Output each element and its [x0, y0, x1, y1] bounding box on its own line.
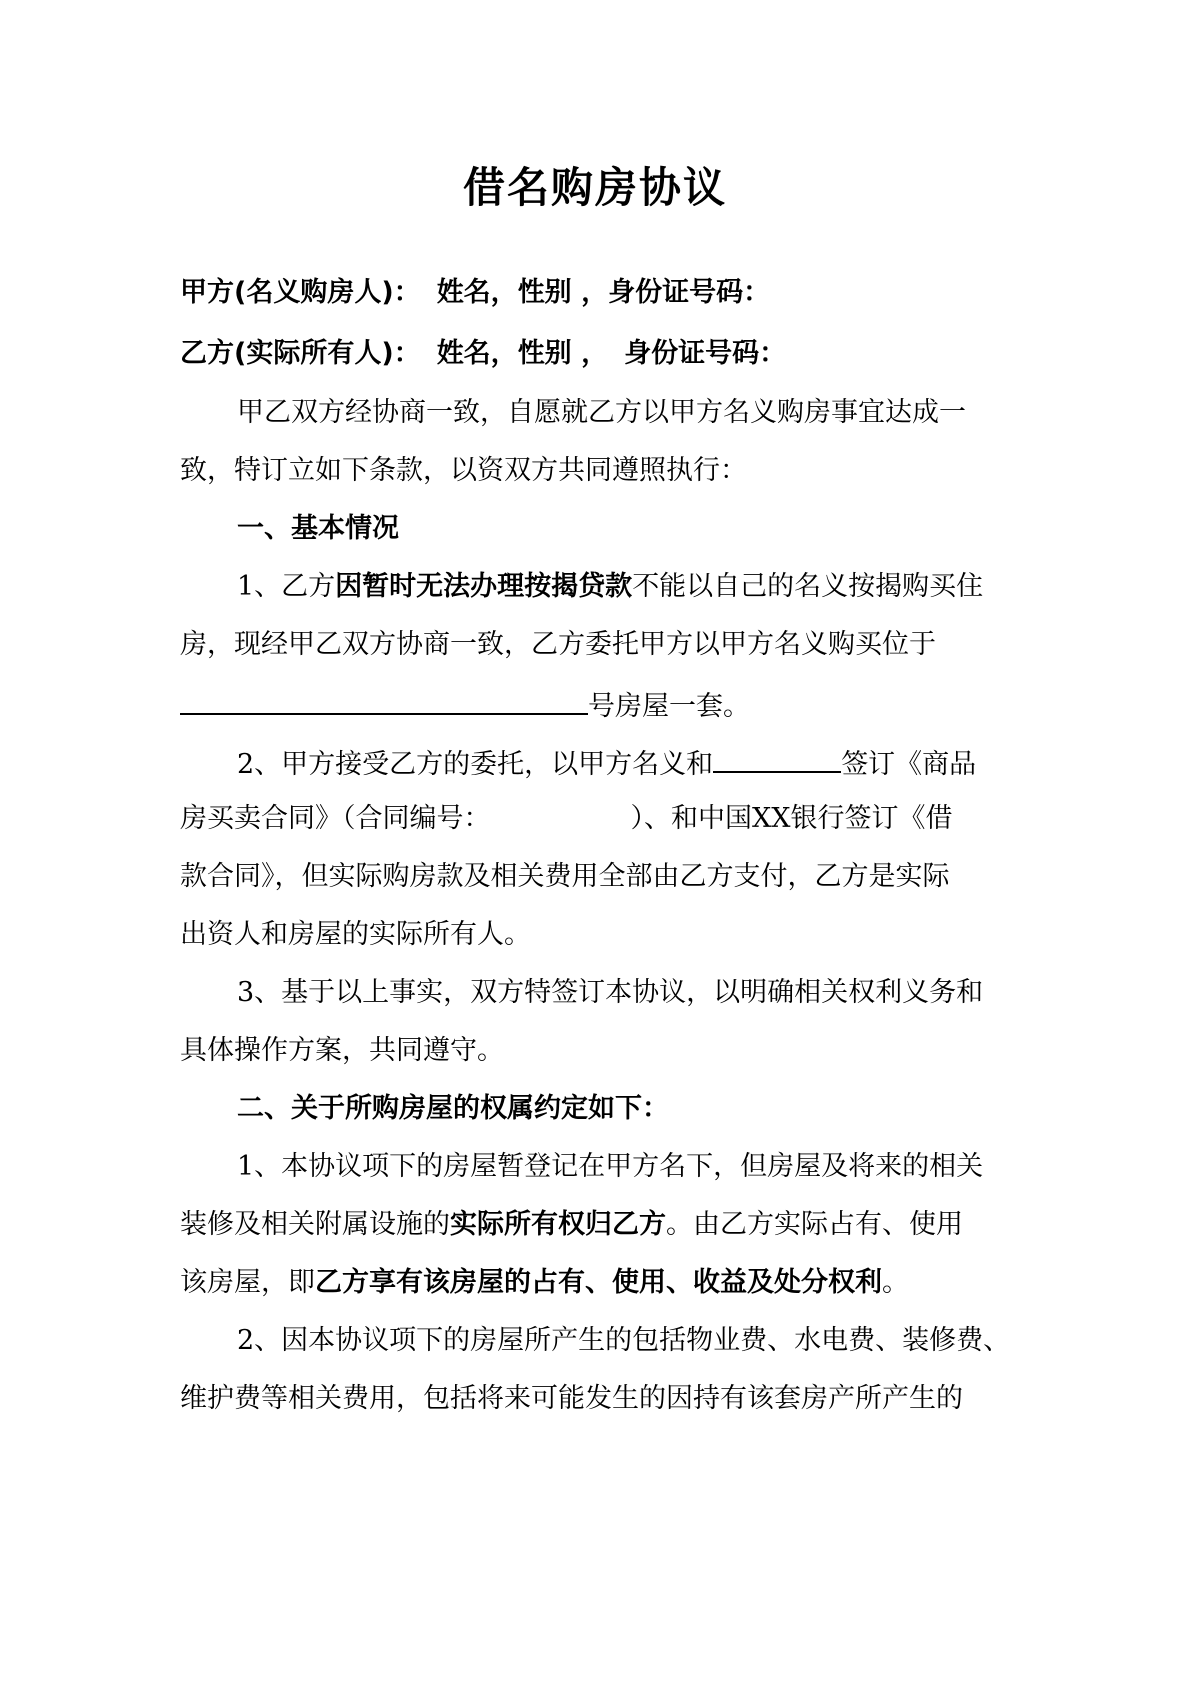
s1-p1-l1-bold: 因暂时无法办理按揭贷款 — [335, 571, 633, 602]
s2-p1-l3-pre: 该房屋，即 — [180, 1267, 315, 1298]
s1-p1-l1-post: 不能以自己的名义按揭购买住 — [632, 571, 984, 602]
party-b-id: 身份证号码： — [624, 338, 787, 369]
party-a-label: 甲方(名义购房人)： — [180, 277, 421, 308]
party-b-name: 姓名， — [436, 338, 518, 369]
document-title: 借名购房协议 — [462, 163, 727, 212]
party-b-line — [180, 334, 786, 374]
intro-line-1: 甲乙双方经协商一致，自愿就乙方以甲方名义购房事宜达成一 — [237, 397, 966, 428]
section-1-heading: 一、基本情况 — [237, 513, 399, 544]
s1-p2-l2-post: ）、和中国XX银行签订《借 — [630, 803, 953, 834]
seller-blank — [713, 741, 841, 773]
s2-p1-l2-pre: 装修及相关附属设施的 — [180, 1209, 450, 1240]
s2-p1-line-2 — [180, 1205, 963, 1245]
s1-p3-line-2: 具体操作方案，共同遵守。 — [180, 1035, 504, 1066]
s1-p1-line-2: 房，现经甲乙双方协商一致，乙方委托甲方以甲方名义购买位于 — [180, 629, 936, 660]
party-a-line — [180, 273, 770, 313]
s1-p2-l2-pre: 房买卖合同》（合同编号： — [180, 803, 491, 834]
s2-p1-l2-post: 。由乙方实际占有、使用 — [666, 1209, 963, 1240]
s2-p1-l3-bold: 乙方享有该房屋的占有、使用、收益及处分权利 — [315, 1267, 882, 1298]
s1-p2-line-3: 款合同》，但实际购房款及相关费用全部由乙方支付，乙方是实际 — [180, 861, 950, 892]
s1-p1-l3-post: 号房屋一套。 — [588, 691, 750, 722]
s1-p3-line-1: 3、基于以上事实，双方特签订本协议，以明确相关权利义务和 — [237, 977, 984, 1008]
s1-p2-line-1 — [237, 741, 976, 785]
s2-p1-line-3 — [180, 1263, 909, 1303]
s2-p1-l3-post: 。 — [882, 1267, 909, 1298]
s2-p2-line-2: 维护费等相关费用，包括将来可能发生的因持有该套房产所产生的 — [180, 1383, 963, 1414]
section-2-heading: 二、关于所购房屋的权属约定如下： — [237, 1093, 669, 1124]
s1-p2-line-2 — [180, 799, 952, 839]
location-blank — [180, 683, 588, 715]
s1-p1-line-1 — [237, 567, 983, 607]
s1-p1-l1-pre: 1、乙方 — [237, 571, 336, 602]
intro-line-2: 致，特订立如下条款，以资双方共同遵照执行： — [180, 455, 747, 486]
s1-p2-l1-pre: 2、甲方接受乙方的委托，以甲方名义和 — [237, 749, 714, 780]
party-a-gender: 性别 ， — [517, 277, 609, 308]
party-a-id: 身份证号码： — [608, 277, 771, 308]
s2-p1-l2-bold: 实际所有权归乙方 — [450, 1209, 666, 1240]
party-b-gender: 性别 ， — [517, 338, 609, 369]
s2-p1-line-1: 1、本协议项下的房屋暂登记在甲方名下，但房屋及将来的相关 — [237, 1151, 984, 1182]
party-b-label: 乙方(实际所有人)： — [180, 338, 421, 369]
party-a-name: 姓名， — [436, 277, 518, 308]
s2-p2-line-1: 2、因本协议项下的房屋所产生的包括物业费、水电费、装修费、 — [237, 1325, 1011, 1356]
s1-p1-line-3 — [180, 683, 750, 727]
s1-p2-line-4: 出资人和房屋的实际所有人。 — [180, 919, 531, 950]
s1-p2-l1-post: 签订《商品 — [841, 749, 977, 780]
